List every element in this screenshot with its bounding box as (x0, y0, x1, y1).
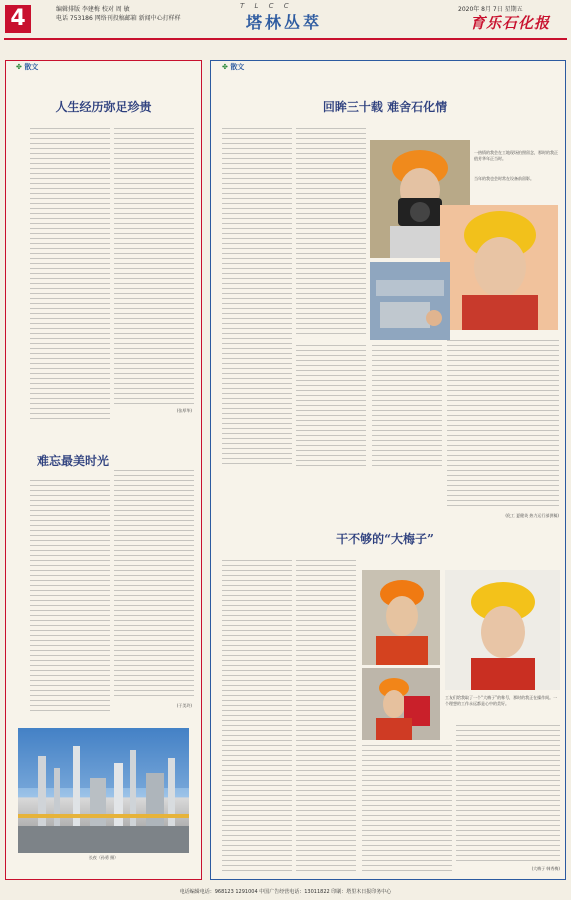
meizi-portrait-photo-2 (445, 570, 560, 690)
right-article-2-title: 干不够的“大梅子” (336, 532, 434, 546)
editors-info (56, 5, 181, 23)
right-article-1-col-2 (296, 128, 366, 338)
right-article-2-col-1 (222, 560, 292, 875)
left-article-2-col-1 (30, 480, 110, 715)
right-article-2-col-4 (456, 725, 560, 865)
left-article-1-col-2 (114, 128, 194, 408)
page-footer: 电话编辑电话：968123 1291004 中国广告经营电话：13011822 印刷：塔里木日报印务中心 (179, 889, 392, 895)
editors-line-1: 编辑排版 李建梅 校对 周 敏 (56, 6, 130, 13)
refinery-illustration (18, 728, 189, 853)
section-title: 塔林丛萃 (245, 13, 322, 32)
meizi-portrait-illustration-2 (445, 570, 560, 690)
right-article-tag: ✤ 散文 (222, 62, 244, 72)
refinery-photo (18, 728, 189, 853)
left-article-2-byline: (于美玲) (176, 703, 192, 708)
right-article-2-caption: 工友们给我取了一个“大梅子”的称号，那时的我正在操作间。一个理想的工作永远都是心中的美好。 (445, 695, 558, 706)
left-article-2-col-2 (114, 470, 194, 700)
left-article-tag: ✤ 散文 (16, 62, 38, 72)
left-article-1-title: 人生经历弥足珍贵 (55, 100, 152, 114)
header-rule (4, 38, 567, 40)
right-article-1-col-1 (222, 128, 292, 468)
right-article-1-col-2b (296, 345, 366, 470)
right-caption-2: 当年的我也会时常在设备前留影。 (474, 176, 534, 181)
right-article-1-col-4 (447, 340, 559, 510)
left-article-1-byline: (张厚华) (176, 408, 192, 413)
page-number: 4 (5, 5, 31, 33)
newspaper-logo: 育乐石化报 (470, 14, 551, 32)
worker-equipment-illustration (370, 262, 450, 340)
right-caption-1: 一热情的我会在工地现场拍照留念，那时的我正值芳华年正当时。 (474, 150, 558, 161)
worker-equipment-photo (370, 262, 450, 340)
worker-helmet-illustration (440, 205, 558, 330)
meizi-award-photo (362, 668, 440, 740)
left-article-2-title: 难忘最美时光 (36, 454, 109, 468)
right-article-2-col-2 (296, 560, 356, 875)
meizi-portrait-illustration-1 (362, 570, 440, 665)
meizi-award-illustration (362, 668, 440, 740)
right-article-1-byline: (化工 夏健英 热力运行部供稿) (505, 513, 559, 518)
left-article-1-col-1 (30, 128, 110, 423)
meizi-portrait-photo-1 (362, 570, 440, 665)
section-pinyin: T L C C (240, 2, 293, 10)
worker-helmet-photo (440, 205, 558, 330)
refinery-photo-caption: 长夜（孙勇 摄） (88, 855, 119, 860)
editors-line-2: 电话 753186 网络刊投稿邮箱 新闻中心打样样 (56, 15, 181, 22)
right-article-2-byline: (大梅子 韩秀梅) (531, 866, 560, 871)
issue-date: 2020年 8月 7日 星期五 (458, 6, 523, 13)
right-article-1-col-3 (372, 345, 442, 470)
right-article-1-title: 回眸三十载 难舍石化情 (322, 100, 448, 114)
right-article-2-col-3 (362, 745, 452, 875)
